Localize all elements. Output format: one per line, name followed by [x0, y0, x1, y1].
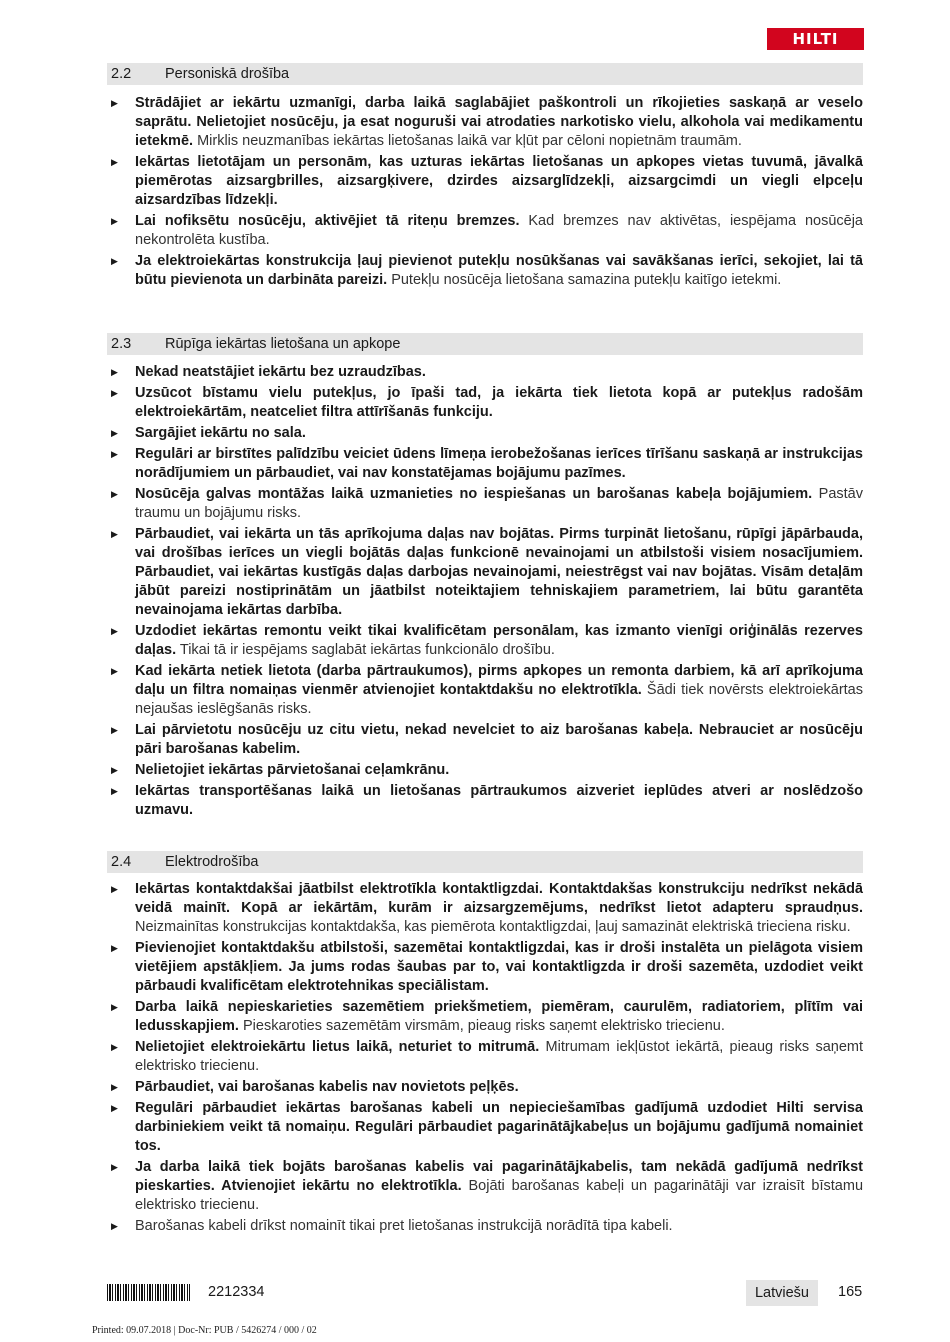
list-item — [107, 880, 863, 937]
item-bold-text: Nosūcēja galvas montāžas laikā uzmanieties no iespiešanas un barošanas kabeļa bojājumiem. — [135, 486, 813, 502]
bullet-icon: ▶ — [111, 786, 118, 796]
item-bold-text: Uzsūcot bīstamu vielu putekļus, jo īpaši tad, ja iekārta tiek lietota kopā ar putekļus radošām elektroiekārtām, neatceliet filtra attīrīšanās funkciju. — [135, 385, 863, 420]
list-item — [107, 153, 863, 210]
bullet-icon: ▶ — [111, 529, 118, 539]
bullet-icon: ▶ — [111, 256, 118, 266]
section-list-2-3 — [107, 363, 863, 822]
item-bold-text: Darba laikā nepieskarieties sazemētiem priekšmetiem, piemēram, caurulēm, radiatoriem, plītīm vai ledusskapjiem. — [135, 999, 863, 1034]
list-item — [107, 761, 863, 780]
item-bold-text: Regulāri pārbaudiet iekārtas barošanas kabeli un nepieciešamības gadījumā uzdodiet Hilti servisa darbiniekiem veikt tā nomaiņu. Regulāri pārbaudiet pagarinātājkabeļus un bojājumu gadījumā nomainiet tos. — [135, 1100, 863, 1154]
barcode-icon — [107, 1284, 190, 1301]
document-code: 2212334 — [208, 1284, 265, 1300]
item-normal-text: Bojāti barošanas kabeļi un pagarinātāji var izraisīt bīstamu elektrisko triecienu. — [135, 1178, 864, 1213]
section-number: 2.4 — [111, 854, 132, 870]
list-item — [107, 622, 863, 660]
list-item — [107, 424, 863, 443]
item-bold-text: Lai pārvietotu nosūcēju uz citu vietu, nekad nevelciet to aiz barošanas kabeļa. Nebrauciet ar nosūcēju pāri barošanas kabelim. — [135, 722, 863, 757]
item-normal-text: Mitrumam iekļūstot iekārtā, pieaug risks saņemt elektrisko triecienu. — [135, 1039, 863, 1074]
item-bold-text: Ja darba laikā tiek bojāts barošanas kabelis vai pagarinātājkabelis, tam nekādā gadījumā nedrīkst pieskarties. Atvienojiet iekārtu no elektrotīkla. — [135, 1159, 863, 1194]
list-item — [107, 939, 863, 996]
bullet-icon: ▶ — [111, 1221, 118, 1231]
list-item — [107, 94, 863, 151]
language-label: Latviešu — [754, 1285, 809, 1301]
bullet-icon: ▶ — [111, 1162, 118, 1172]
section-title: Rūpīga iekārtas lietošana un apkope — [165, 336, 401, 352]
item-normal-text: Barošanas kabeli drīkst nomainīt tikai pret lietošanas instrukcijā norādītā tipa kabeli. — [135, 1218, 673, 1234]
item-bold-text: Iekārtas transportēšanas laikā un lietošanas pārtraukumos aizveriet ieplūdes atveri ar noslēdzošo uzmavu. — [135, 783, 863, 818]
item-bold-text: Pārbaudiet, vai iekārta un tās aprīkojuma daļas nav bojātas. Pirms turpināt lietošanu, rūpīgi jāpārbauda, vai drošības ierīces un viegli bojātās daļas funkcionē nevainojami un atbilstoši visiem nosacījumiem. Pārbaudiet, vai iekārtas kustīgās daļas darbojas nevainojami, neiestrēgst vai nav bojātas. Visām detaļām jābūt pareizi nostiprinātām un jāatbilst noteiktajiem tehniskajiem parametriem, lai būtu garantēta nevainojama iekārtas darbība. — [135, 526, 863, 618]
list-item — [107, 485, 863, 523]
item-bold-text: Nelietojiet iekārtas pārvietošanai ceļamkrānu. — [135, 762, 450, 778]
item-normal-text: Šādi tiek novērsts elektroiekārtas nejaušas ieslēgšanās risks. — [135, 682, 864, 717]
bullet-icon: ▶ — [111, 428, 118, 438]
list-item — [107, 662, 863, 719]
bullet-icon: ▶ — [111, 367, 118, 377]
item-normal-text: Pastāv traumu un bojājumu risks. — [135, 486, 863, 521]
item-normal-text: Mirklis neuzmanības iekārtas lietošanas laikā var kļūt par cēloni nopietnām traumām. — [193, 133, 742, 149]
bullet-icon: ▶ — [111, 943, 118, 953]
bullet-icon: ▶ — [111, 765, 118, 775]
item-bold-text: Nelietojiet elektroiekārtu lietus laikā, neturiet to mitrumā. — [135, 1039, 540, 1055]
section-header-2-4 — [107, 851, 863, 873]
list-item — [107, 384, 863, 422]
list-item — [107, 721, 863, 759]
bullet-icon: ▶ — [111, 884, 118, 894]
list-item — [107, 212, 863, 250]
list-item — [107, 998, 863, 1036]
item-bold-text: Pārbaudiet, vai barošanas kabelis nav novietots peļķēs. — [135, 1079, 519, 1095]
item-bold-text: Strādājiet ar iekārtu uzmanīgi, darba laikā saglabājiet paškontroli un rīkojieties saskaņā ar veselo saprātu. Nelietojiet nosūcēju, ja esat noguruši vai atrodaties narkotisko vielu, alkohola vai medikamentu ietekmē. — [135, 95, 863, 149]
bullet-icon: ▶ — [111, 1103, 118, 1113]
bullet-icon: ▶ — [111, 1002, 118, 1012]
bullet-icon: ▶ — [111, 449, 118, 459]
item-normal-text: Putekļu nosūcēja lietošana samazina putekļu kaitīgo ietekmi. — [387, 272, 782, 288]
bullet-icon: ▶ — [111, 626, 118, 636]
list-item — [107, 1158, 863, 1215]
item-bold-text: Lai nofiksētu nosūcēju, aktivējiet tā riteņu bremzes. — [135, 213, 520, 229]
bullet-icon: ▶ — [111, 1042, 118, 1052]
item-bold-text: Iekārtas lietotājam un personām, kas uzturas iekārtas lietošanas un apkopes vietas tuvumā, jāvalkā piemērotas aizsargbrilles, aizsargķivere, dzirdes aizsarglīdzekļi, aizsargcimdi un viegli elpceļu aizsardzības līdzekļi. — [135, 154, 863, 208]
bullet-icon: ▶ — [111, 725, 118, 735]
list-item — [107, 363, 863, 382]
bullet-icon: ▶ — [111, 157, 118, 167]
bullet-icon: ▶ — [111, 388, 118, 398]
item-bold-text: Iekārtas kontaktdakšai jāatbilst elektrotīkla kontaktligzdai. Kontaktdakšas konstrukciju nedrīkst nekādā veidā mainīt. Kopā ar iekārtām, kurām ir aizsargzemējums, nedrīkst lietot adapteru spraudņus. — [135, 881, 863, 916]
language-badge — [746, 1280, 818, 1306]
section-header-2-2 — [107, 63, 863, 85]
hilti-logo — [767, 28, 864, 50]
item-bold-text: Kad iekārta netiek lietota (darba pārtraukumos), pirms apkopes un remonta darbiem, kā arī aprīkojuma daļu un filtra nomaiņas vienmēr atvienojiet kontaktdakšu no elektrotīkla. — [135, 663, 863, 698]
section-number: 2.2 — [111, 66, 132, 82]
section-list-2-4 — [107, 880, 863, 1238]
item-bold-text: Nekad neatstājiet iekārtu bez uzraudzības. — [135, 364, 426, 380]
section-title: Personiskā drošība — [165, 66, 290, 82]
section-title: Elektrodrošība — [165, 854, 259, 870]
item-bold-text: Pievienojiet kontaktdakšu atbilstoši, sazemētai kontaktligzdai, kas ir droši instalēta un pielāgota visiem vietējiem apstākļiem. Ja jums rodas šaubas par to, vai kontaktligzda ir droši sazemēta, uzdodiet veikt pārbaudi kvalificētam elektrotehnikas speciālistam. — [135, 940, 863, 994]
item-normal-text: Pieskaroties sazemētām virsmām, pieaug risks saņemt elektrisko triecienu. — [238, 1018, 725, 1034]
list-item — [107, 1038, 863, 1076]
item-normal-text: Neizmainītas konstrukcijas kontaktdakša, kas piemērota kontaktligzdai, ļauj samazināt elektriskā trieciena risku. — [135, 919, 851, 935]
bullet-icon: ▶ — [111, 666, 118, 676]
item-bold-text: Uzdodiet iekārtas remontu veikt tikai kvalificētam personālam, kas izmanto vienīgi oriģinālās rezerves daļas. — [135, 623, 863, 658]
list-item — [107, 1078, 863, 1097]
section-list-2-2 — [107, 94, 863, 292]
item-normal-text: Tikai tā ir iespējams saglabāt iekārtas funkcionālo drošību. — [176, 642, 555, 658]
page-footer — [107, 1280, 863, 1306]
list-item — [107, 782, 863, 820]
item-normal-text: Kad bremzes nav aktivētas, iespējama nosūcēja nekontrolēta kustība. — [135, 213, 863, 248]
list-item — [107, 1217, 863, 1236]
bullet-icon: ▶ — [111, 1082, 118, 1092]
bullet-icon: ▶ — [111, 216, 118, 226]
section-number: 2.3 — [111, 336, 132, 352]
list-item — [107, 445, 863, 483]
item-bold-text: Ja elektroiekārtas konstrukcija ļauj pievienot putekļu nosūkšanas vai savākšanas ierīci, sekojiet, lai tā būtu pievienota un darbināta pareizi. — [135, 253, 863, 288]
print-info: Printed: 09.07.2018 | Doc-Nr: PUB / 5426274 / 000 / 02 — [92, 1325, 317, 1336]
item-bold-text: Sargājiet iekārtu no sala. — [135, 425, 306, 441]
bullet-icon: ▶ — [111, 98, 118, 108]
page-number: 165 — [838, 1284, 863, 1300]
list-item — [107, 252, 863, 290]
bullet-icon: ▶ — [111, 489, 118, 499]
section-header-2-3 — [107, 333, 863, 355]
item-bold-text: Regulāri ar birstītes palīdzību veiciet ūdens līmeņa ierobežošanas ierīces tīrīšanu saskaņā ar instrukcijas norādījumiem un pārbaudiet, vai nav konstatējamas bojājumu pazīmes. — [135, 446, 863, 481]
logo-text: HILTI — [792, 30, 839, 48]
list-item — [107, 1099, 863, 1156]
list-item — [107, 525, 863, 620]
